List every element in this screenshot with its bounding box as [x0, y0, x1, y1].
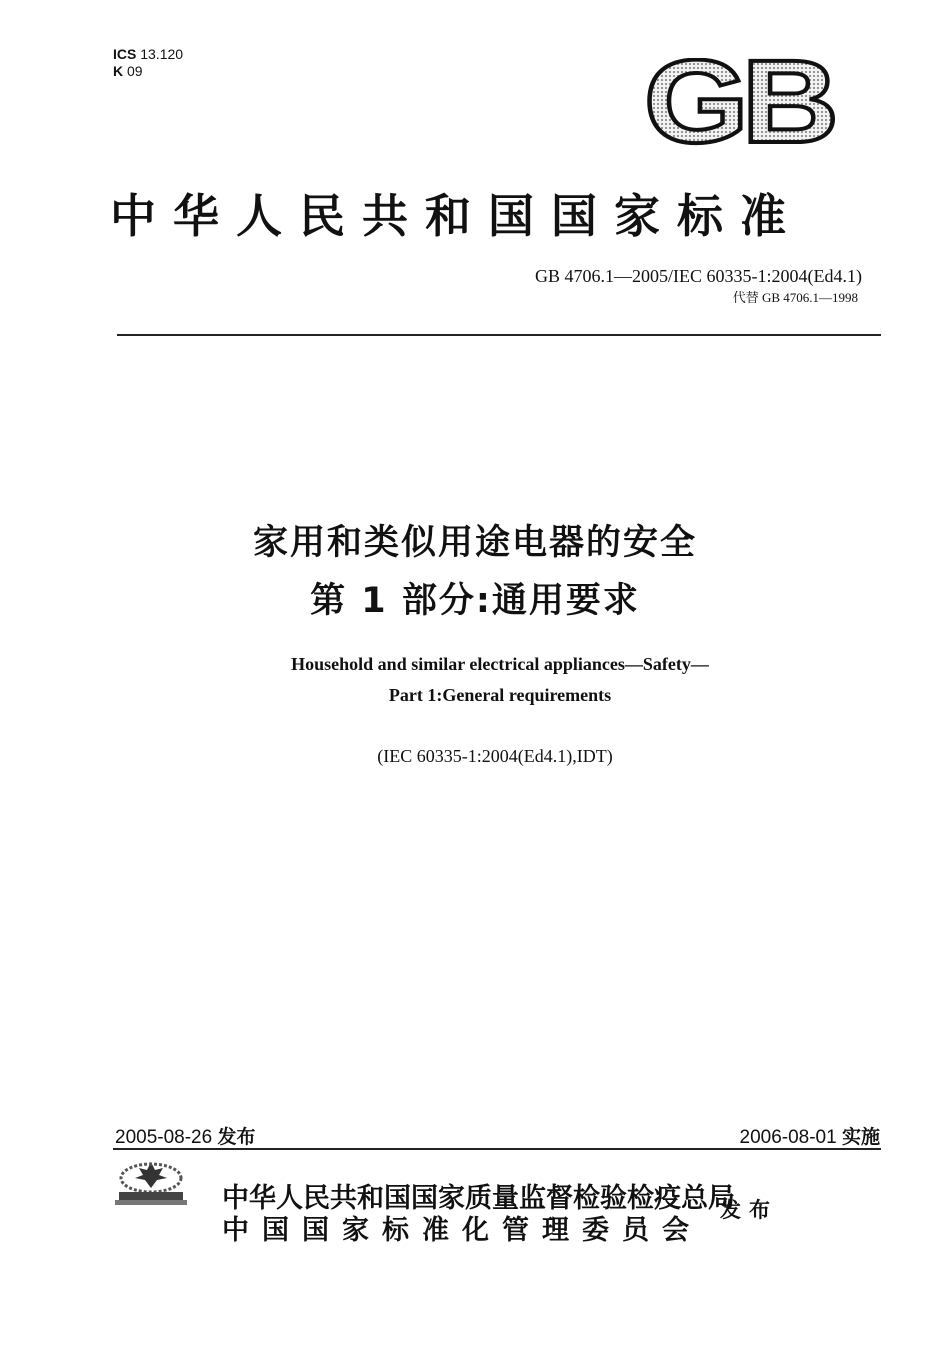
- footer-divider: [113, 1148, 881, 1150]
- ics-label: ICS: [113, 46, 137, 62]
- implementation-date: [740, 1122, 881, 1149]
- publication-date-label: 发布: [217, 1126, 256, 1148]
- issuer-sac: 中国国家标准化管理委员会: [222, 1215, 702, 1246]
- ics-code: 13.120: [140, 46, 184, 62]
- k-label: K: [113, 63, 124, 79]
- title-en-line2: Part 1:General requirements: [388, 685, 612, 705]
- gb-logo: [640, 58, 836, 150]
- publication-date-value: 2005-08-26: [115, 1127, 213, 1148]
- national-standard-title: 中华人民共和国国家标准: [110, 189, 803, 243]
- replaces-standard: 代替 GB 4706.1—1998: [732, 290, 858, 305]
- implementation-date-value: 2006-08-01: [739, 1127, 837, 1148]
- title-cn-line2: 第 1 部分:通用要求: [310, 581, 640, 621]
- implementation-date-label: 实施: [841, 1126, 880, 1148]
- issuers-action: 发布: [720, 1197, 778, 1222]
- gb-logo-text: GB: [644, 58, 833, 150]
- k-code: 09: [127, 63, 143, 79]
- issuer-aqsiq: 中华人民共和国国家质量监督检验检疫总局: [222, 1183, 735, 1214]
- iec-equivalence: (IEC 60335-1:2004(Ed4.1),IDT): [377, 746, 613, 766]
- header-divider: [117, 334, 881, 336]
- title-en-line1: Household and similar electrical appliances—Safety—: [291, 654, 709, 674]
- national-emblem-icon: [111, 1158, 191, 1208]
- publication-date: [115, 1122, 256, 1149]
- title-cn-line1: 家用和类似用途电器的安全: [252, 523, 697, 563]
- standard-number: GB 4706.1—2005/IEC 60335-1:2004(Ed4.1): [535, 266, 862, 286]
- ics-classification: [113, 46, 183, 80]
